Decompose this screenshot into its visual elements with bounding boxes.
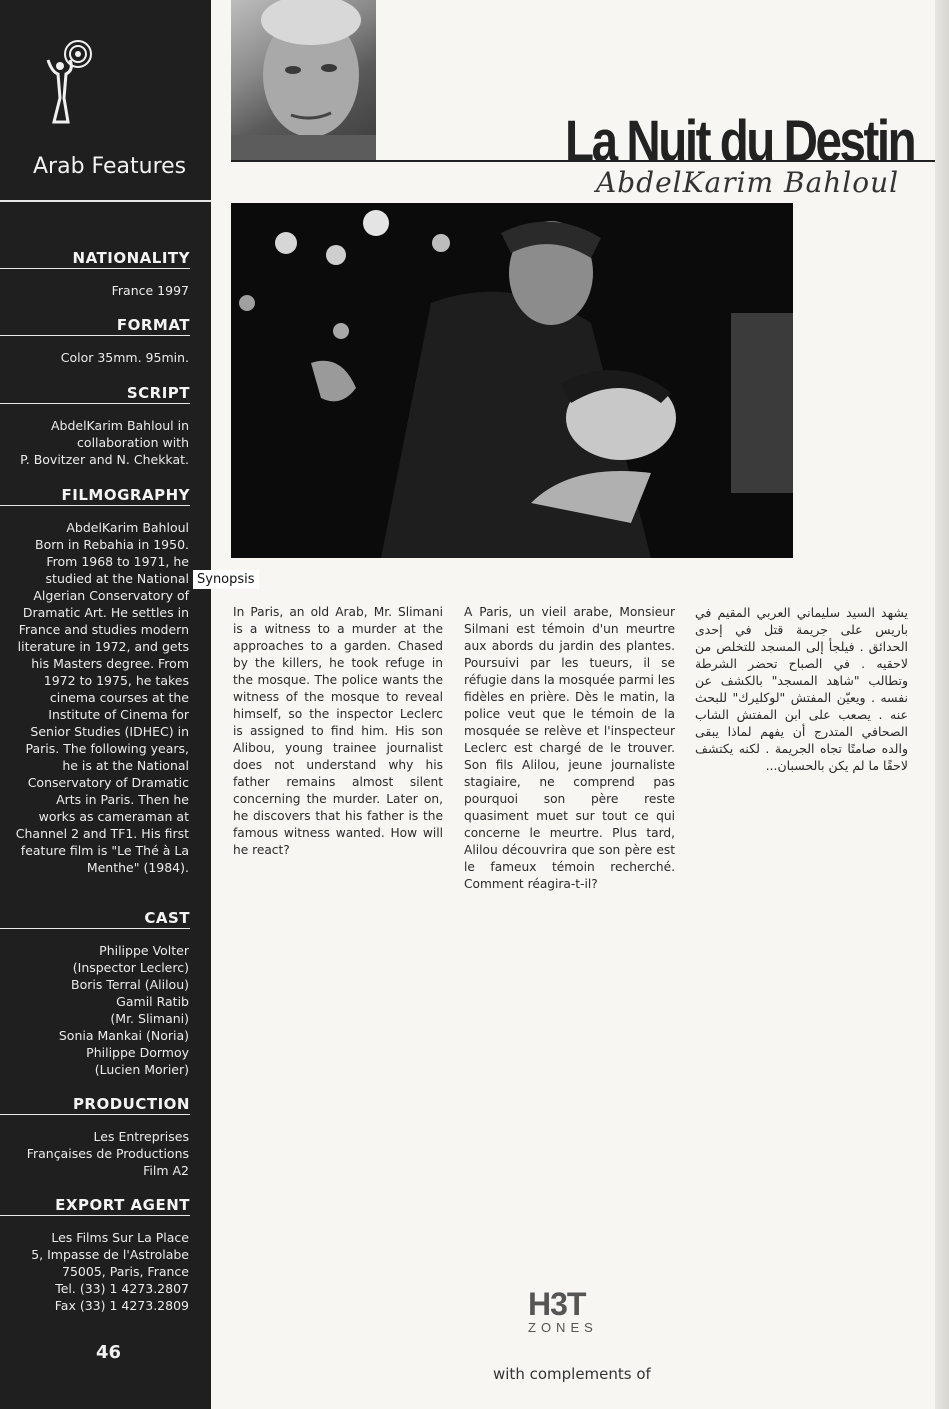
section-title: Arab Features [33,154,187,179]
format-heading: FORMAT [0,316,190,336]
production-text: Les Entreprises Françaises de Productions Film A2 [26,1129,189,1178]
filmography-heading: FILMOGRAPHY [0,486,190,506]
synopsis-arabic: يشهد السيد سليماني العربي المقيم في باريس على جريمة قتل في إحدى الحدائق . فيلجأ إلى المسجد للتخلص من لاحقيه . في الصباح تحضر الشرطة وتطالب "شاهد المسجد" بالكشف عن نفسه . ويعيّن المفتش "لوكليرك" للبحث عنه . يصعب على ابن المفتش الشاب الصحافي المتدرج أن يفهم لماذا يبقى والده صامتًا تجاه الجريمة . لكنه يكتشف لاحقًا ما لم يكن بالحسبان... [695,605,908,773]
script-text: AbdelKarim Bahloul in collaboration with P. Bovitzer and N. Chekkat. [20,418,189,467]
portrait-image-icon [231,0,376,160]
h3t-logo-subtext: ZONES [528,1320,598,1335]
section-title-rule [0,200,211,202]
export-agent-text: Les Films Sur La Place 5, Impasse de l'Astrolabe 75005, Paris, France Tel. (33) 1 4273.2807 Fax (33) 1 4273.2809 [31,1230,189,1313]
synopsis-french: A Paris, un vieil arabe, Monsieur Silmani est témoin d'un meurtre aux abords du jardin des plantes. Poursuivi par les tueurs, il se réfugie dans la mosquée parmi les fidèles en prière. Dès le matin, la police veut que le témoin de la mosquée se relève et l'inspecteur Leclerc est chargé de le trouver. Son fils Alilou, jeune journaliste stagiaire, ne comprend pas pourquoi son père reste quasiment muet sur tout ce qui concerne le meurtre. Plus tard, Alilou découvrira que son père est le fameux témoin recherché. Comment réagira-t-il? [464,605,676,891]
page-edge [935,0,949,1409]
nationality-heading: NATIONALITY [0,249,190,269]
director-name: AbdelKarim Bahloul [596,166,900,199]
film-still-image-icon [231,203,793,558]
h3t-logo-text: H3T [528,1286,586,1322]
director-portrait [231,0,376,160]
format-text: Color 35mm. 95min. [60,350,189,365]
festival-logo-icon [40,38,100,128]
sidebar [0,0,211,1409]
filmography-text: AbdelKarim Bahloul Born in Rebahia in 1950. From 1968 to 1971, he studied at the National Algerian Conservatory of Dramatic Art. He settles in France and studies modern literature in 1972, and gets his Masters degree. From 1972 to 1975, he takes cinema courses at the Institute of Cinema for Senior Studies (IDHEC) in Paris. The following years, he is at the National Conservatory of Dramatic Arts in Paris. Then he works as cameraman at Channel 2 and TF1. His first feature film is "Le Thé à La Menthe" (1984). [15,520,189,875]
film-title: La Nuit du Destin [565,109,915,174]
film-still [231,203,793,558]
synopsis-english: In Paris, an old Arab, Mr. Slimani is a witness to a murder at the approaches to a garden. Chased by the killers, he took refuge in the mosque. The police wants the witness of the mosque to reveal himself, so the inspector Leclerc is assigned to find him. His son Alibou, young trainee journalist does not understand why his father remains almost silent concerning the murder. Later on, he discovers that his father is the famous witness wanted. How will he react? [233,605,443,857]
synopsis-label: Synopsis [193,570,259,589]
production-heading: PRODUCTION [0,1095,190,1115]
h3t-zones-logo [528,1288,610,1340]
page-number: 46 [96,1342,122,1363]
script-heading: SCRIPT [0,384,190,404]
cast-heading: CAST [0,909,190,929]
export-agent-heading: EXPORT AGENT [0,1196,190,1216]
nationality-text: France 1997 [111,283,189,298]
credit-text: with complements of [493,1365,651,1383]
cast-text: Philippe Volter (Inspector Leclerc) Boris Terral (Alilou) Gamil Ratib (Mr. Slimani) Sonia Mankai (Noria) Philippe Dormoy (Lucien Morier) [58,943,189,1077]
